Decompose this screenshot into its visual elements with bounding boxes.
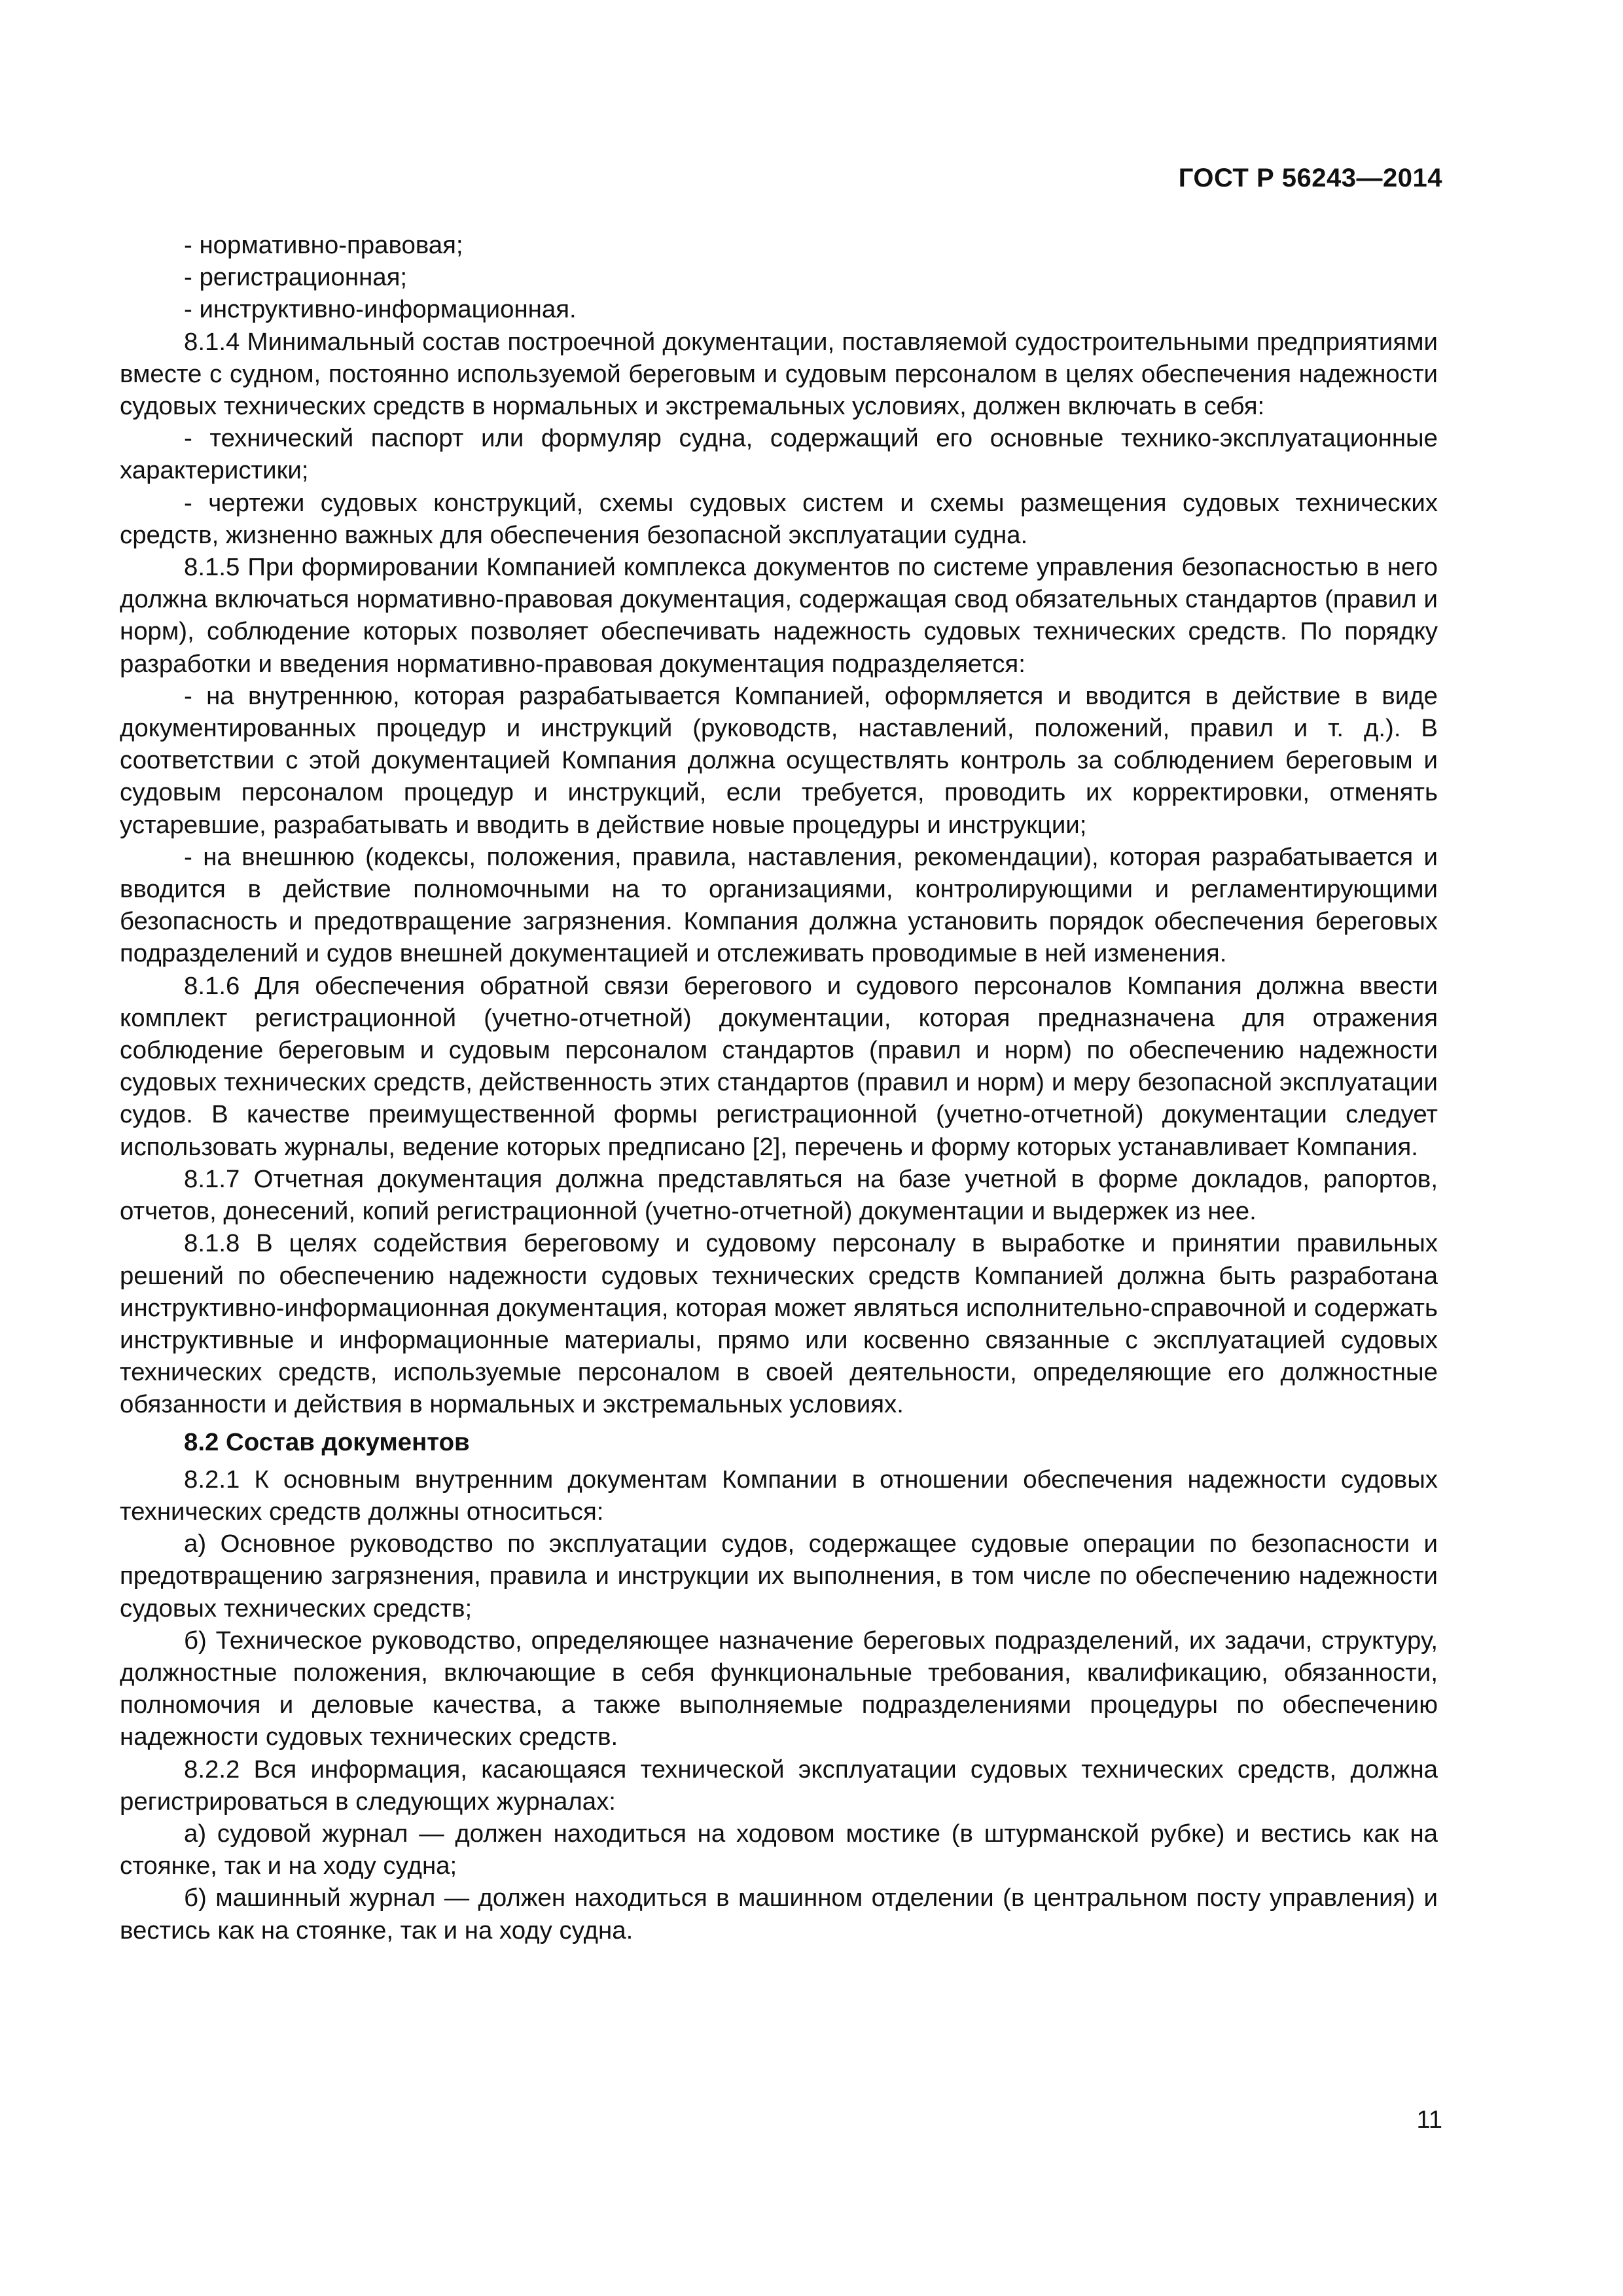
list-item-b-engine-log: б) машинный журнал — должен находиться в машинном отделении (в центральном посту управления) и вестись как на стоянке, так и на ходу судна.	[120, 1884, 1438, 1945]
list-item-a-ship-log: а) судовой журнал — должен находиться на ходовом мостике (в штурманской рубке) и вестись как на стоянке, так и на ходу судна;	[120, 1819, 1438, 1880]
paragraph-8-2-1: 8.2.1 К основным внутренним документам Компании в отношении обеспечения надежности судовых технических средств должны относиться:	[120, 1465, 1438, 1526]
list-item-technical-passport: - технический паспорт или формуляр судна, содержащий его основные технико-эксплуатационные характеристики;	[120, 424, 1438, 485]
paragraph-8-1-7: 8.1.7 Отчетная документация должна представляться на базе учетной в форме докладов, рапортов, отчетов, донесений, копий регистрационной (учетно-отчетной) документации и выдержек из нее.	[120, 1164, 1438, 1226]
list-item-external: - на внешнюю (кодексы, положения, правила, наставления, рекомендации), которая разрабатывается и вводится в действие полномочными на то организациями, контролирующими и регламентирующими безопасность и предотвращение загрязнения. Компания должна установить порядок обеспечения береговых подразделений и судов внешней документацией и отслеживать проводимые в ней изменения.	[120, 842, 1438, 968]
document-body	[120, 229, 1438, 1946]
document-code: ГОСТ Р 56243—2014	[1178, 164, 1442, 192]
list-item-normative: - нормативно-правовая;	[184, 231, 463, 259]
page-number: 11	[1416, 2106, 1442, 2134]
list-item-instructive: - инструктивно-информационная.	[184, 295, 577, 324]
paragraph-8-1-4: 8.1.4 Минимальный состав построечной документации, поставляемой судостроительными предприятиями вместе с судном, постоянно используемой береговым и судовым персоналом в целях обеспечения надежности судовых технических средств в нормальных и экстремальных условиях, должен включать в себя:	[120, 327, 1438, 421]
list-item-b-technical-manual: б) Техническое руководство, определяющее назначение береговых подразделений, их задачи, структуру, должностные положения, включающие в себя функциональные требования, квалификацию, обязанности, полномочия и деловые качества, а также выполняемые подразделениями процедуры по обеспечению надежности судовых технических средств.	[120, 1626, 1438, 1751]
list-item-internal: - на внутреннюю, которая разрабатывается Компанией, оформляется и вводится в действие в виде документированных процедур и инструкций (руководств, наставлений, положений, правил и т. д.). В соответствии с этой документацией Компания должна осуществлять контроль за соблюдением береговым и судовым персоналом процедур и инструкций, если требуется, проводить их корректировки, отменять устаревшие, разрабатывать и вводить в действие новые процедуры и инструкции;	[120, 681, 1438, 839]
paragraph-8-1-8: 8.1.8 В целях содействия береговому и судовому персоналу в выработке и принятии правильных решений по обеспечению надежности судовых технических средств Компанией должна быть разработана инструктивно-информационная документация, которая может являться исполнительно-справочной и содержать инструктивные и информационные материалы, прямо или косвенно связанные с эксплуатацией судовых технических средств, используемые персоналом в своей деятельности, определяющие его должностные обязанности и действия в нормальных и экстремальных условиях.	[120, 1229, 1438, 1419]
list-item-registration: - регистрационная;	[184, 263, 408, 292]
paragraph-8-1-5: 8.1.5 При формировании Компанией комплекса документов по системе управления безопасностью в него должна включаться нормативно-правовая документация, содержащая свод обязательных стандартов (правил и норм), соблюдение которых позволяет обеспечивать надежность судовых технических средств. По порядку разработки и введения нормативно-правовая документация подразделяется:	[120, 553, 1438, 678]
paragraph-8-2-2: 8.2.2 Вся информация, касающаяся технической эксплуатации судовых технических средств, должна регистрироваться в следующих журналах:	[120, 1755, 1438, 1816]
paragraph-8-1-6: 8.1.6 Для обеспечения обратной связи берегового и судового персоналов Компания должна ввести комплект регистрационной (учетно-отчетной) документации, которая предназначена для отражения соблюдение береговым и судовым персоналом стандартов (правил и норм) по обеспечению надежности судовых технических средств, действенность этих стандартов (правил и норм) и меру безопасной эксплуатации судов. В качестве преимущественной формы регистрационной (учетно-отчетной) документации следует использовать журналы, ведение которых предписано [2], перечень и форму которых устанавливает Компания.	[120, 971, 1438, 1161]
section-heading-8-2: 8.2 Состав документов	[184, 1427, 470, 1456]
list-item-a-main-manual: а) Основное руководство по эксплуатации судов, содержащее судовые операции по безопасности и предотвращению загрязнения, правила и инструкции их выполнения, в том числе по обеспечению надежности судовых технических средств;	[120, 1530, 1438, 1623]
list-item-drawings: - чертежи судовых конструкций, схемы судовых систем и схемы размещения судовых технических средств, жизненно важных для обеспечения безопасной эксплуатации судна.	[120, 488, 1438, 549]
